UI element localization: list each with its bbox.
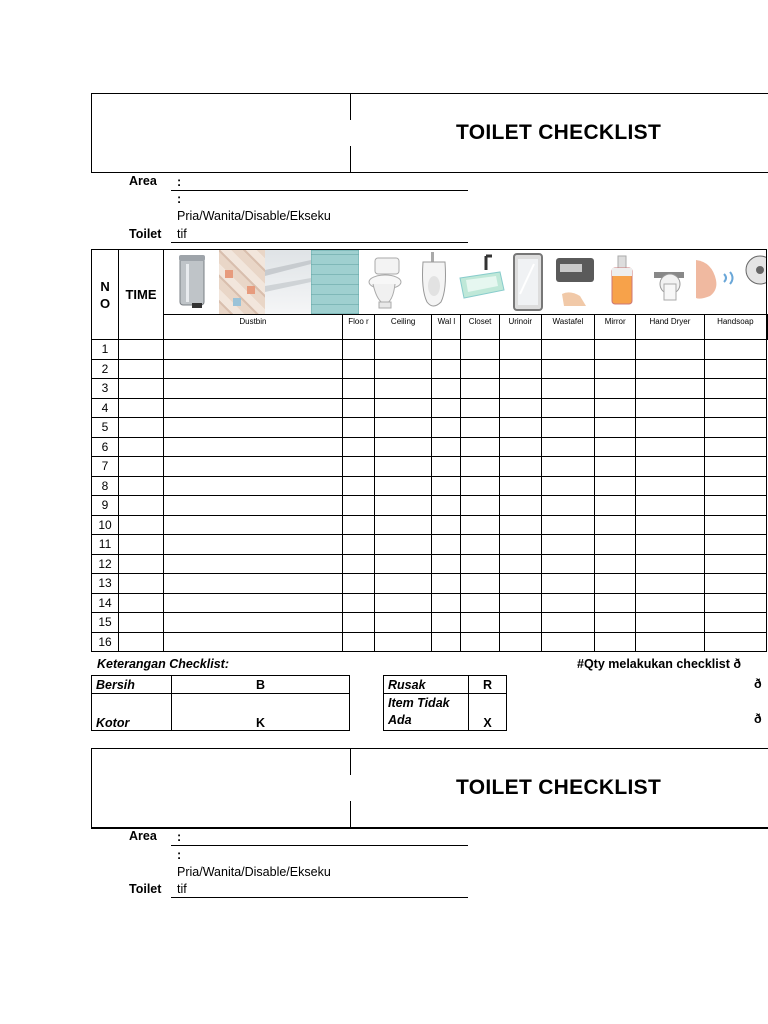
table-row: [92, 554, 768, 574]
page-title: TOILET CHECKLIST: [456, 121, 662, 144]
check-cell[interactable]: [541, 379, 594, 399]
check-cell[interactable]: [342, 418, 374, 438]
check-cell[interactable]: [636, 457, 704, 477]
no-header: [92, 250, 119, 340]
check-cell[interactable]: [375, 379, 432, 399]
table-row: [92, 340, 768, 360]
header-box-2: [91, 748, 768, 829]
check-cell[interactable]: [541, 535, 594, 555]
check-cell[interactable]: [541, 496, 594, 516]
toilet-closet-icon: [359, 250, 411, 314]
check-cell[interactable]: [499, 340, 541, 360]
check-cell[interactable]: [636, 632, 704, 652]
column-header-4: Closet: [461, 315, 499, 340]
check-cell[interactable]: [375, 574, 432, 594]
row-number: 3: [92, 379, 119, 399]
legend-glyph-1: ð: [754, 677, 762, 691]
check-cell[interactable]: [541, 418, 594, 438]
check-cell[interactable]: [704, 398, 766, 418]
time-cell[interactable]: [119, 476, 164, 496]
column-header-2: Ceiling: [375, 315, 432, 340]
check-cell[interactable]: [499, 398, 541, 418]
check-cell[interactable]: [704, 593, 766, 613]
time-cell[interactable]: [119, 379, 164, 399]
legend-rusak-code: R: [469, 676, 507, 694]
header2-divider-top: [350, 749, 351, 775]
table-row: [92, 535, 768, 555]
legend-table-right: [383, 675, 507, 731]
check-cell[interactable]: [375, 535, 432, 555]
check-cell[interactable]: [499, 379, 541, 399]
column-header-8: Hand Dryer: [636, 315, 704, 340]
time-cell[interactable]: [119, 554, 164, 574]
check-cell[interactable]: [342, 574, 374, 594]
check-cell[interactable]: [499, 476, 541, 496]
toilet-field-line[interactable]: [171, 242, 468, 243]
row-number: 2: [92, 359, 119, 379]
exhaust-fan-icon: [742, 250, 766, 314]
check-cell[interactable]: [499, 515, 541, 535]
row-number: 5: [92, 418, 119, 438]
check-cell[interactable]: [432, 359, 461, 379]
check-cell[interactable]: [375, 398, 432, 418]
check-cell[interactable]: [163, 593, 342, 613]
qty-note: #Qty melakukan checklist ð: [577, 657, 741, 671]
check-cell[interactable]: [342, 340, 374, 360]
item-images-row: [163, 250, 766, 315]
legend-bersih-code: B: [172, 676, 350, 694]
check-cell[interactable]: [541, 554, 594, 574]
row-number: 16: [92, 632, 119, 652]
check-cell[interactable]: [499, 554, 541, 574]
check-cell[interactable]: [375, 515, 432, 535]
check-cell[interactable]: [499, 535, 541, 555]
check-cell[interactable]: [342, 613, 374, 633]
check-cell[interactable]: [342, 593, 374, 613]
row-number: 6: [92, 437, 119, 457]
floor-tile-icon: [219, 250, 265, 314]
check-cell[interactable]: [704, 496, 766, 516]
table-row: [92, 593, 768, 613]
table-row: [92, 613, 768, 633]
check-cell[interactable]: [375, 632, 432, 652]
time-header: TIME: [119, 250, 164, 340]
check-cell[interactable]: [704, 554, 766, 574]
check-cell[interactable]: [595, 340, 636, 360]
handsoap-icon: [600, 250, 646, 314]
time-cell[interactable]: [119, 340, 164, 360]
check-cell[interactable]: [432, 437, 461, 457]
row-number: 12: [92, 554, 119, 574]
column-header-1: Floo r: [342, 315, 374, 340]
check-cell[interactable]: [704, 632, 766, 652]
check-cell[interactable]: [636, 496, 704, 516]
check-cell[interactable]: [375, 476, 432, 496]
dustbin-icon: [164, 250, 219, 314]
check-cell[interactable]: [636, 613, 704, 633]
check-cell[interactable]: [636, 379, 704, 399]
check-cell[interactable]: [461, 496, 499, 516]
time-cell[interactable]: [119, 457, 164, 477]
column-header-5: Urinoir: [499, 315, 541, 340]
check-cell[interactable]: [461, 437, 499, 457]
check-cell[interactable]: [541, 515, 594, 535]
toilet-options-cont: tif: [177, 227, 187, 241]
check-cell[interactable]: [636, 398, 704, 418]
column-header-6: Wastafel: [541, 315, 594, 340]
check-cell[interactable]: [461, 632, 499, 652]
table-row: [92, 418, 768, 438]
check-cell[interactable]: [342, 398, 374, 418]
check-cell[interactable]: [163, 359, 342, 379]
check-cell[interactable]: [636, 535, 704, 555]
row-number: 8: [92, 476, 119, 496]
check-cell[interactable]: [432, 379, 461, 399]
check-cell[interactable]: [163, 554, 342, 574]
legend-table-left: [91, 675, 350, 731]
sink-icon: [456, 250, 506, 314]
check-cell[interactable]: [461, 535, 499, 555]
table-row: [92, 379, 768, 399]
check-cell[interactable]: [342, 359, 374, 379]
check-cell[interactable]: [704, 535, 766, 555]
table-row: [92, 515, 768, 535]
toilet-label: Toilet: [129, 227, 162, 241]
check-cell[interactable]: [595, 554, 636, 574]
area-label: Area: [129, 174, 157, 188]
check-cell[interactable]: [704, 437, 766, 457]
page-title-2: TOILET CHECKLIST: [456, 776, 662, 799]
time-cell[interactable]: [119, 418, 164, 438]
column-header-9: Handsoap: [704, 315, 766, 340]
no-header-line1: N: [100, 278, 110, 294]
check-cell[interactable]: [461, 613, 499, 633]
check-cell[interactable]: [432, 340, 461, 360]
check-cell[interactable]: [704, 574, 766, 594]
check-cell[interactable]: [432, 476, 461, 496]
check-cell[interactable]: [541, 632, 594, 652]
area-colon-2: :: [177, 830, 182, 844]
header-box-1: [91, 93, 768, 173]
hand-dryer-icon: [550, 250, 600, 314]
check-cell[interactable]: [636, 340, 704, 360]
check-cell[interactable]: [461, 593, 499, 613]
check-cell[interactable]: [595, 535, 636, 555]
column-header-7: Mirror: [595, 315, 636, 340]
check-cell[interactable]: [499, 574, 541, 594]
check-cell[interactable]: [461, 340, 499, 360]
check-cell[interactable]: [499, 437, 541, 457]
check-cell[interactable]: [595, 359, 636, 379]
check-cell[interactable]: [461, 379, 499, 399]
check-cell[interactable]: [461, 554, 499, 574]
check-cell[interactable]: [461, 457, 499, 477]
check-cell[interactable]: [432, 398, 461, 418]
check-cell[interactable]: [432, 535, 461, 555]
check-cell[interactable]: [163, 535, 342, 555]
check-cell[interactable]: [375, 593, 432, 613]
legend-item-tidak-ada-line2: Ada: [388, 713, 412, 727]
check-cell[interactable]: [541, 437, 594, 457]
urinal-icon: [411, 250, 456, 314]
check-cell[interactable]: [595, 437, 636, 457]
check-cell[interactable]: [342, 535, 374, 555]
legend-kotor-code: K: [172, 694, 350, 731]
check-cell[interactable]: [499, 359, 541, 379]
time-cell[interactable]: [119, 593, 164, 613]
check-cell[interactable]: [595, 632, 636, 652]
check-cell[interactable]: [375, 457, 432, 477]
table-row: [92, 437, 768, 457]
column-header-3: Wal l: [432, 315, 461, 340]
check-cell[interactable]: [541, 574, 594, 594]
check-cell[interactable]: [704, 379, 766, 399]
legend-bersih: Bersih: [92, 676, 172, 694]
toilet-label-2: Toilet: [129, 882, 162, 896]
check-cell[interactable]: [704, 418, 766, 438]
area-label-2: Area: [129, 829, 157, 843]
area-colon: :: [177, 175, 182, 189]
legend-item-tidak-ada: [384, 694, 469, 731]
check-cell[interactable]: [163, 496, 342, 516]
check-cell[interactable]: [704, 476, 766, 496]
check-cell[interactable]: [432, 554, 461, 574]
row-number: 9: [92, 496, 119, 516]
legend-item-tidak-ada-code: X: [469, 694, 507, 731]
check-cell[interactable]: [595, 398, 636, 418]
check-cell[interactable]: [499, 632, 541, 652]
area-field-line[interactable]: [171, 190, 468, 191]
check-cell[interactable]: [595, 613, 636, 633]
table-row: [92, 476, 768, 496]
check-cell[interactable]: [432, 457, 461, 477]
check-cell[interactable]: [499, 457, 541, 477]
check-cell[interactable]: [342, 379, 374, 399]
toilet-options-2: Pria/Wanita/Disable/Ekseku: [177, 865, 331, 879]
check-cell[interactable]: [342, 554, 374, 574]
check-cell[interactable]: [375, 496, 432, 516]
check-cell[interactable]: [541, 359, 594, 379]
check-cell[interactable]: [342, 496, 374, 516]
no-header-line2: O: [99, 295, 111, 311]
time-cell[interactable]: [119, 515, 164, 535]
check-cell[interactable]: [461, 574, 499, 594]
check-cell[interactable]: [636, 574, 704, 594]
tissue-holder-icon: [646, 250, 694, 314]
check-cell[interactable]: [461, 398, 499, 418]
check-cell[interactable]: [461, 359, 499, 379]
check-cell[interactable]: [163, 379, 342, 399]
check-cell[interactable]: [636, 554, 704, 574]
header-divider-top: [350, 94, 351, 120]
check-cell[interactable]: [636, 593, 704, 613]
header2-divider-bottom: [350, 801, 351, 827]
legend-item-tidak-ada-line1: Item Tidak: [388, 696, 450, 710]
check-cell[interactable]: [342, 476, 374, 496]
check-cell[interactable]: [704, 359, 766, 379]
check-cell[interactable]: [375, 418, 432, 438]
check-cell[interactable]: [704, 340, 766, 360]
check-cell[interactable]: [595, 574, 636, 594]
table-row: [92, 398, 768, 418]
check-cell[interactable]: [541, 398, 594, 418]
check-cell[interactable]: [541, 593, 594, 613]
check-cell[interactable]: [342, 457, 374, 477]
check-cell[interactable]: [499, 593, 541, 613]
row-number: 7: [92, 457, 119, 477]
check-cell[interactable]: [595, 379, 636, 399]
check-cell[interactable]: [375, 613, 432, 633]
check-cell[interactable]: [461, 515, 499, 535]
time-cell[interactable]: [119, 398, 164, 418]
wall-tile-icon: [311, 250, 359, 314]
check-cell[interactable]: [636, 418, 704, 438]
legend-glyph-2: ð: [754, 712, 762, 726]
check-cell[interactable]: [541, 340, 594, 360]
check-cell[interactable]: [595, 457, 636, 477]
time-cell[interactable]: [119, 632, 164, 652]
toilet-options: Pria/Wanita/Disable/Ekseku: [177, 209, 331, 223]
check-cell[interactable]: [375, 340, 432, 360]
table-row: [92, 632, 768, 652]
check-cell[interactable]: [342, 515, 374, 535]
check-cell[interactable]: [163, 457, 342, 477]
check-cell[interactable]: [432, 418, 461, 438]
row-number: 13: [92, 574, 119, 594]
check-cell[interactable]: [163, 340, 342, 360]
check-cell[interactable]: [163, 398, 342, 418]
check-cell[interactable]: [461, 476, 499, 496]
toilet-field-line-2[interactable]: [171, 897, 468, 898]
check-cell[interactable]: [595, 593, 636, 613]
check-cell[interactable]: [461, 418, 499, 438]
check-cell[interactable]: [432, 574, 461, 594]
check-cell[interactable]: [432, 515, 461, 535]
check-cell[interactable]: [541, 613, 594, 633]
table-row: [92, 496, 768, 516]
check-cell[interactable]: [595, 496, 636, 516]
check-cell[interactable]: [163, 574, 342, 594]
row-number: 1: [92, 340, 119, 360]
check-cell[interactable]: [163, 613, 342, 633]
odor-icon: [694, 250, 742, 314]
check-cell[interactable]: [636, 359, 704, 379]
check-cell[interactable]: [432, 613, 461, 633]
check-cell[interactable]: [541, 457, 594, 477]
column-header-extra: [767, 315, 768, 340]
check-cell[interactable]: [163, 515, 342, 535]
row-number: 10: [92, 515, 119, 535]
check-cell[interactable]: [499, 613, 541, 633]
checklist-table: [91, 249, 768, 652]
time-cell[interactable]: [119, 496, 164, 516]
table-row: [92, 457, 768, 477]
area-field-line-2[interactable]: [171, 845, 468, 846]
check-cell[interactable]: [595, 418, 636, 438]
ceiling-icon: [265, 250, 311, 314]
check-cell[interactable]: [375, 437, 432, 457]
check-cell[interactable]: [432, 496, 461, 516]
check-cell[interactable]: [499, 496, 541, 516]
check-cell[interactable]: [636, 437, 704, 457]
table-row: [92, 359, 768, 379]
check-cell[interactable]: [432, 593, 461, 613]
toilet-colon: :: [177, 192, 182, 206]
column-header-0: Dustbin: [163, 315, 342, 340]
row-number: 15: [92, 613, 119, 633]
check-cell[interactable]: [636, 476, 704, 496]
check-cell[interactable]: [375, 554, 432, 574]
check-cell[interactable]: [432, 632, 461, 652]
check-cell[interactable]: [375, 359, 432, 379]
check-cell[interactable]: [163, 437, 342, 457]
header-divider-bottom: [350, 146, 351, 172]
row-number: 14: [92, 593, 119, 613]
check-cell[interactable]: [595, 476, 636, 496]
table-row: [92, 574, 768, 594]
time-cell[interactable]: [119, 574, 164, 594]
check-cell[interactable]: [163, 476, 342, 496]
time-cell[interactable]: [119, 359, 164, 379]
legend-title: Keterangan Checklist:: [97, 657, 229, 671]
row-number: 11: [92, 535, 119, 555]
check-cell[interactable]: [163, 418, 342, 438]
toilet-options-cont-2: tif: [177, 882, 187, 896]
check-cell[interactable]: [342, 632, 374, 652]
mirror-icon: [506, 250, 550, 314]
check-cell[interactable]: [704, 457, 766, 477]
check-cell[interactable]: [704, 613, 766, 633]
toilet-colon-2: :: [177, 848, 182, 862]
time-cell[interactable]: [119, 437, 164, 457]
check-cell[interactable]: [595, 515, 636, 535]
legend-kotor: Kotor: [92, 694, 172, 731]
check-cell[interactable]: [342, 437, 374, 457]
time-cell[interactable]: [119, 535, 164, 555]
check-cell[interactable]: [163, 632, 342, 652]
check-cell[interactable]: [499, 418, 541, 438]
time-cell[interactable]: [119, 613, 164, 633]
row-number: 4: [92, 398, 119, 418]
check-cell[interactable]: [704, 515, 766, 535]
legend-rusak: Rusak: [384, 676, 469, 694]
check-cell[interactable]: [541, 476, 594, 496]
check-cell[interactable]: [636, 515, 704, 535]
